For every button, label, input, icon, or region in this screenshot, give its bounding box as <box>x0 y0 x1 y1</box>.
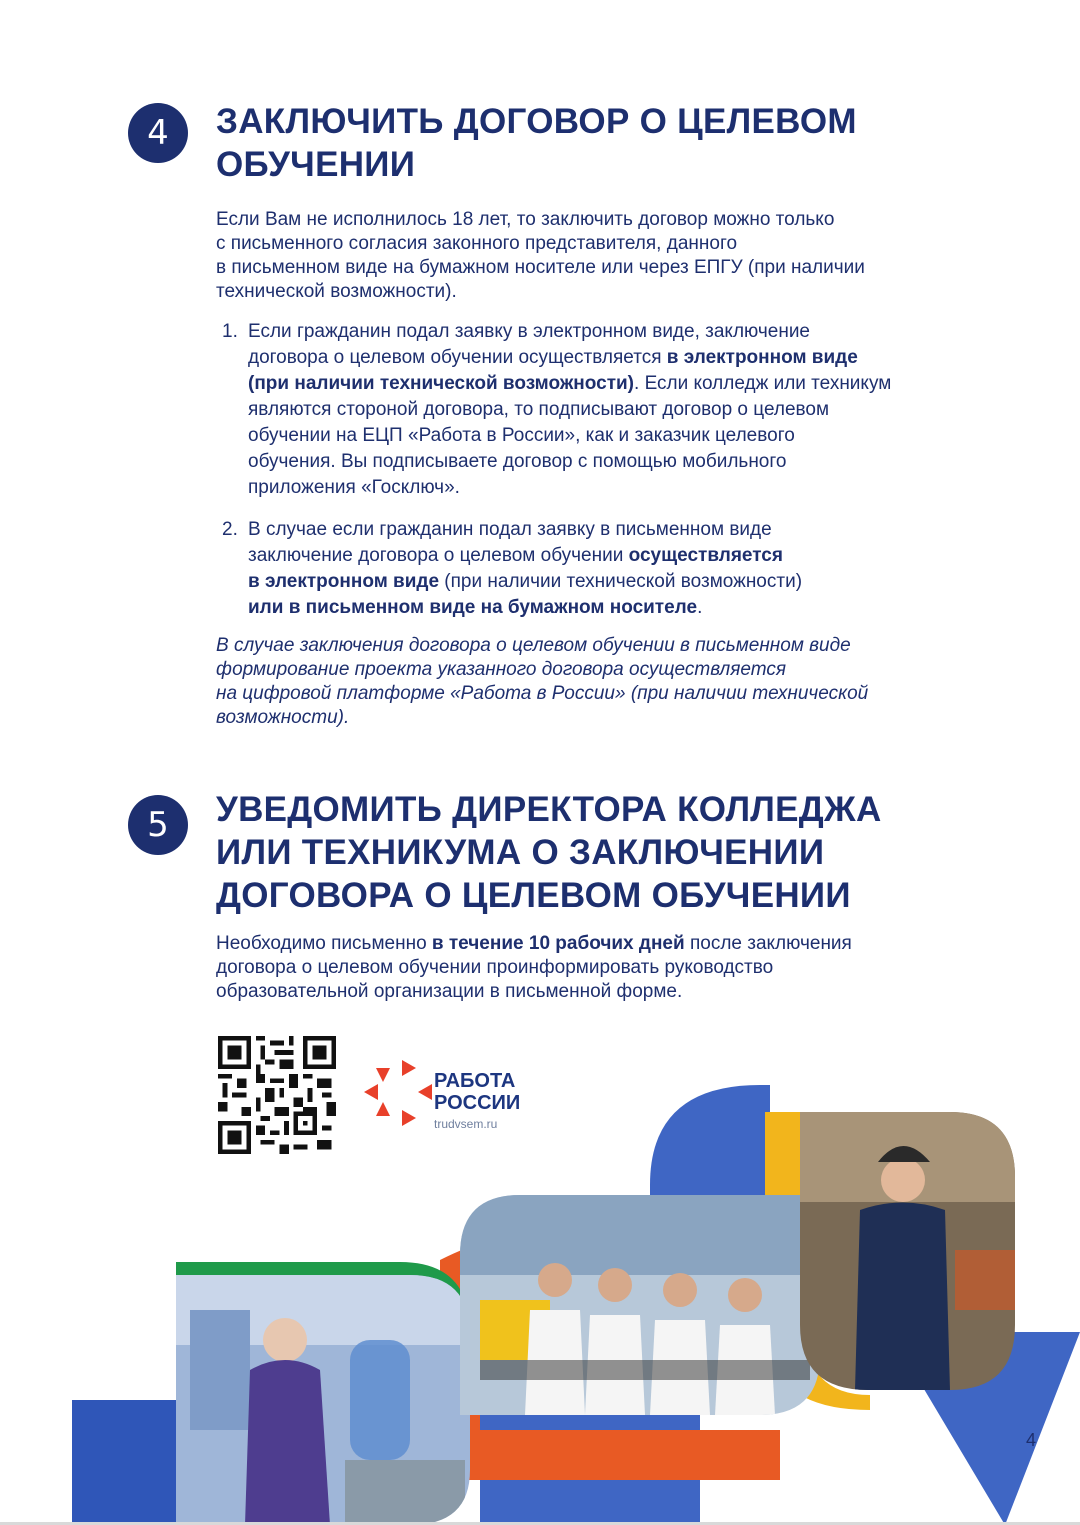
list-line: В случае если гражданин подал заявку в письменном виде <box>248 519 772 540</box>
step-5-line: образовательной организации в письменной форме. <box>216 981 683 1002</box>
list-line: обучении на ЕЦП «Работа в России», как и заказчик целевого <box>248 425 795 446</box>
list-line: Если гражданин подал заявку в электронном виде, заключение <box>248 321 811 342</box>
step-5-text <box>216 932 852 1004</box>
list-line <box>248 371 982 397</box>
text-span: . <box>697 597 703 618</box>
list-number: 1. <box>222 321 238 342</box>
page-number: 4 <box>1026 1430 1037 1450</box>
text-span: Необходимо письменно <box>216 933 432 954</box>
logo-line2: РОССИИ <box>434 1092 521 1114</box>
step-4-title-line1: ЗАКЛЮЧИТЬ ДОГОВОР О ЦЕЛЕВОМ <box>216 102 857 141</box>
bold-span: осуществляется <box>628 545 783 566</box>
list-line <box>248 543 982 569</box>
intro-line: в письменном виде на бумажном носителе или через ЕПГУ (при наличии <box>216 257 865 278</box>
list-line <box>248 569 982 595</box>
step-4-list <box>222 319 982 621</box>
intro-line: технической возможности). <box>216 281 457 302</box>
bold-span: в электронном виде <box>248 571 440 592</box>
bold-span: (при наличии технической возможности) <box>248 373 635 394</box>
step-4-title <box>216 100 857 186</box>
intro-line: Если Вам не исполнилось 18 лет, то заключить договор можно только <box>216 209 835 230</box>
photo-lab <box>176 1275 476 1525</box>
list-line: являются стороной договора, то подписывают договор о целевом <box>248 399 830 420</box>
list-line <box>248 345 982 371</box>
step-5-line: договора о целевом обучении проинформировать руководство <box>216 957 774 978</box>
step-4-intro <box>216 208 865 304</box>
list-item-1 <box>222 319 982 501</box>
list-line: обучения. Вы подписываете договор с помощью мобильного <box>248 451 787 472</box>
step-4-badge: 4 <box>128 103 188 163</box>
list-line: приложения «Госключ». <box>248 477 460 498</box>
photo-students <box>460 1195 820 1415</box>
text-span: после заключения <box>684 933 852 954</box>
step-5-title-line: ИЛИ ТЕХНИКУМА О ЗАКЛЮЧЕНИИ <box>216 833 825 872</box>
photo-collage <box>0 1070 1080 1525</box>
step-5-title-line: ДОГОВОРА О ЦЕЛЕВОМ ОБУЧЕНИИ <box>216 876 851 915</box>
blue-block <box>72 1400 176 1525</box>
step-5-badge: 5 <box>128 795 188 855</box>
step-5-line <box>216 932 852 956</box>
text-span: заключение договора о целевом обучении <box>248 545 629 566</box>
text-span: (при наличии технической возможности) <box>439 571 803 592</box>
list-line <box>248 595 982 621</box>
bold-span: в течение 10 рабочих дней <box>431 933 685 954</box>
step-4-note <box>216 634 868 730</box>
note-line: В случае заключения договора о целевом обучении в письменном виде <box>216 635 851 656</box>
bold-span: в электронном виде <box>666 347 858 368</box>
rabota-rossii-logo-icon <box>362 1058 434 1128</box>
list-item-2 <box>222 517 982 621</box>
bold-span: или в письменном виде на бумажном носителе <box>248 597 698 618</box>
step-5-title <box>216 788 882 917</box>
step-4-title-line2: ОБУЧЕНИИ <box>216 145 416 184</box>
text-span: . Если колледж или техникум <box>634 373 892 394</box>
logo-line1: РАБОТА <box>434 1070 516 1092</box>
intro-line: с письменного согласия законного представителя, данного <box>216 233 738 254</box>
note-line: на цифровой платформе «Работа в России» (при наличии технической <box>216 683 869 704</box>
text-span: договора о целевом обучении осуществляется <box>248 347 667 368</box>
photo-welder <box>800 1112 1015 1390</box>
qr-code[interactable] <box>218 1036 336 1154</box>
logo-url[interactable]: trudvsem.ru <box>434 1117 498 1131</box>
logo-wordmark <box>434 1070 520 1114</box>
step-5-title-line: УВЕДОМИТЬ ДИРЕКТОРА КОЛЛЕДЖА <box>216 790 882 829</box>
note-line: возможности). <box>216 707 350 728</box>
list-number: 2. <box>222 519 238 540</box>
note-line: формирование проекта указанного договора осуществляется <box>216 659 786 680</box>
